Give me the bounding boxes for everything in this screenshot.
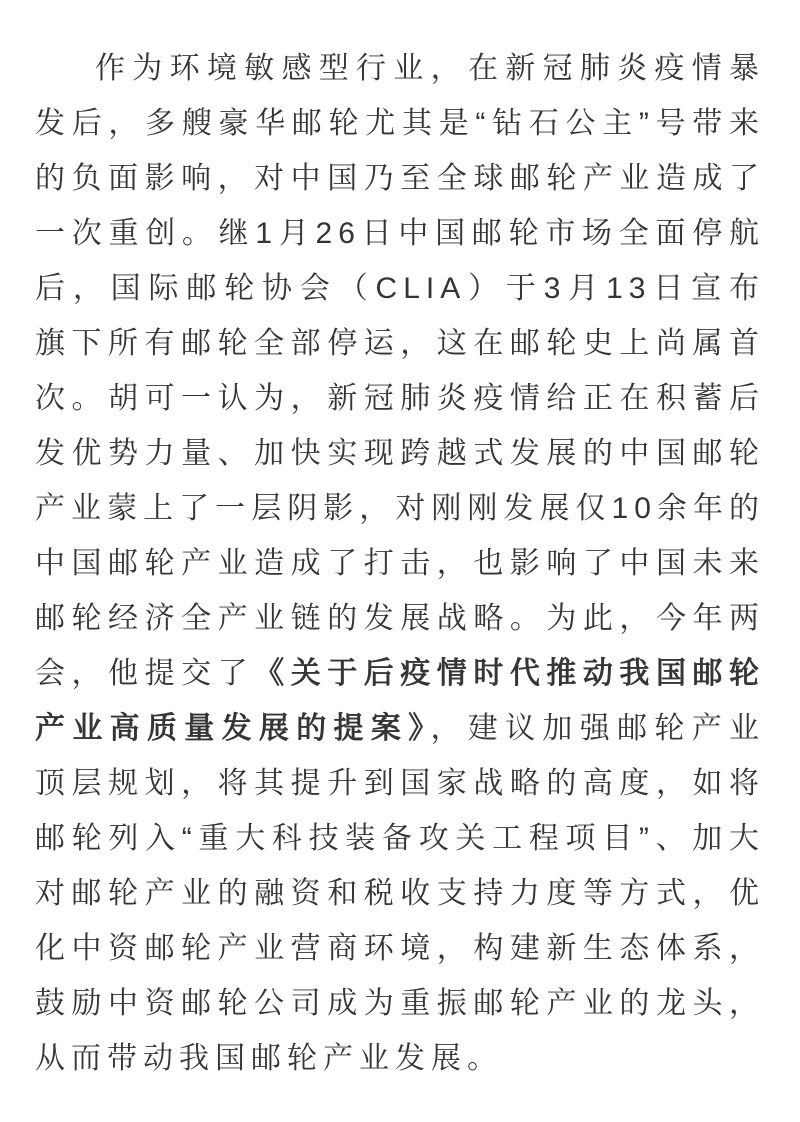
paragraph-text-before: 作为环境敏感型行业，在新冠肺炎疫情暴发后，多艘豪华邮轮尤其是“钻石公主”号带来的负面影响，对中国乃至全球邮轮产业造成了一次重创。继1月26日中国邮轮市场全面停航后，国际邮轮协会（CLIA）于3月13日宣布旗下所有邮轮全部停运，这在邮轮史上尚属首次。胡可一认为，新冠肺炎疫情给正在积蓄后发优势力量、加快实现跨越式发展的中国邮轮产业蒙上了一层阴影，对刚刚发展仅10余年的中国邮轮产业造成了打击，也影响了中国未来邮轮经济全产业链的发展战略。为此，今年两会，他提交了 (35, 52, 765, 690)
article-paragraph (35, 41, 765, 1086)
paragraph-text-after: ，建议加强邮轮产业顶层规划，将其提升到国家战略的高度，如将邮轮列入“重大科技装备攻关工程项目”、加大对邮轮产业的融资和税收支持力度等方式，优化中资邮轮产业营商环境，构建新生态体系，鼓励中资邮轮公司成为重振邮轮产业的龙头，从而带动我国邮轮产业发展。 (35, 712, 766, 1075)
proposal-title-bold: 《关于后疫情时代推动我国邮轮产业高质量发展的提案》 (35, 657, 766, 745)
